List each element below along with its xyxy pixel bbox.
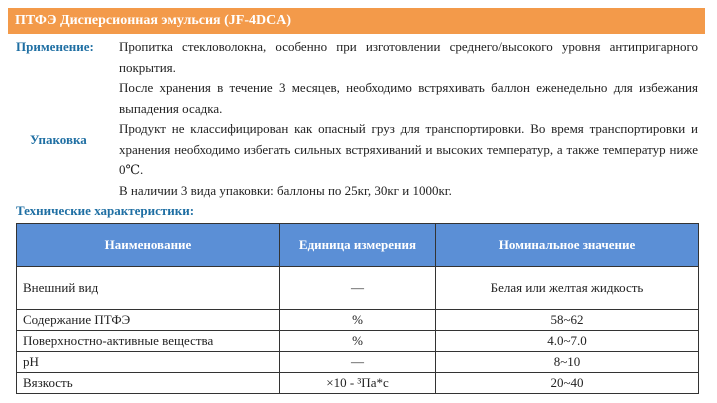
application-text: Пропитка стекловолокна, особенно при изготовлении среднего/высокого уровня антипригарного покрытия. [119,39,698,75]
col-header-unit: Единица измерения [280,224,436,267]
col-header-value: Номинальное значение [436,224,699,267]
row-value: 20~40 [436,373,699,394]
document-title: ПТФЭ Дисперсионная эмульсия (JF-4DCA) [15,13,292,28]
col-header-name: Наименование [17,224,280,267]
specs-header-row [17,224,699,267]
specs-table [16,223,699,394]
row-name: Внешний вид [17,267,280,310]
table-row [17,310,699,331]
table-row [17,352,699,373]
document-title-bar [8,8,705,34]
row-unit: % [280,331,436,352]
row-unit: ×10 - ³Па*с [280,373,436,394]
table-row [17,331,699,352]
specs-title: Технические характеристики: [16,203,195,218]
packaging-paragraph-3: В наличии 3 вида упаковки: баллоны по 25кг, 30кг и 1000кг. [119,183,452,198]
row-name: pH [17,352,280,373]
application-label: Применение: [16,39,94,54]
row-value: 4.0~7.0 [436,331,699,352]
row-value: 58~62 [436,310,699,331]
table-row [17,267,699,310]
table-row [17,373,699,394]
row-value: Белая или желтая жидкость [436,267,699,310]
row-name: Вязкость [17,373,280,394]
row-name: Содержание ПТФЭ [17,310,280,331]
row-unit: — [280,352,436,373]
row-unit: % [280,310,436,331]
packaging-label: Упаковка [30,132,87,147]
packaging-paragraph-2: Продукт не классифицирован как опасный груз для транспортировки. Во время транспортировки и хранения необходимо избегать сильных встряхиваний и высоких температур, а также температур ниже 0℃. [119,121,698,177]
row-name: Поверхностно-активные вещества [17,331,280,352]
row-value: 8~10 [436,352,699,373]
packaging-paragraph-1: После хранения в течение 3 месяцев, необходимо встряхивать баллон еженедельно для избежания выпадения осадка. [119,80,698,116]
row-unit: — [280,267,436,310]
